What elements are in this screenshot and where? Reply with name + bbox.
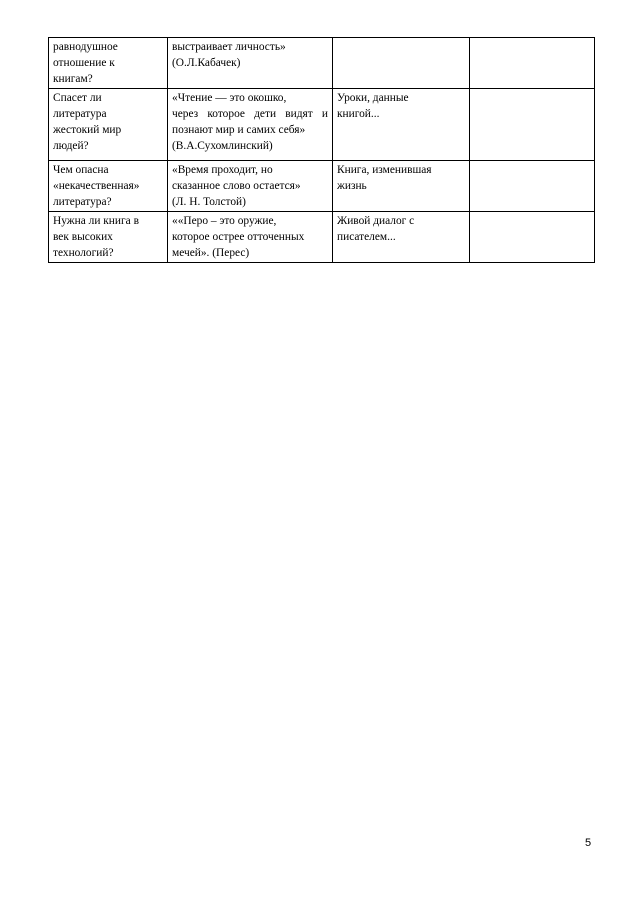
extra-cell [470, 89, 595, 161]
cell-text-line: людей? [53, 140, 89, 152]
table-row [49, 212, 595, 263]
extra-cell [470, 38, 595, 89]
cell-text-line: книгам? [53, 73, 93, 85]
cell-text-line: (Л. Н. Толстой) [172, 196, 246, 208]
cell-text-line: (В.А.Сухомлинский) [172, 140, 273, 152]
cell-text-line: «некачественная» [53, 180, 140, 192]
cell-text-line: жестокий мир [53, 124, 122, 136]
cell-text-line: отношение к [53, 57, 115, 69]
question-cell [49, 212, 168, 263]
cell-text-line: жизнь [337, 180, 367, 192]
cell-text-line: Спасет ли [53, 92, 102, 104]
cell-text-line: литература [53, 108, 107, 120]
cell-text-line: выстраивает личность» [172, 41, 286, 53]
table-row [49, 161, 595, 212]
quote-cell [168, 161, 333, 212]
question-cell [49, 38, 168, 89]
cell-text-line: ««Перо – это оружие, [172, 215, 277, 227]
topic-cell [333, 89, 470, 161]
topic-cell [333, 212, 470, 263]
cell-text-line: познают мир и самих себя» [172, 124, 306, 136]
question-cell [49, 89, 168, 161]
table-row [49, 89, 595, 161]
cell-text-line: Живой диалог с [337, 215, 415, 227]
cell-text-line: «Время проходит, но [172, 164, 273, 176]
topic-cell [333, 38, 470, 89]
cell-text-line: мечей». (Перес) [172, 247, 250, 259]
cell-text-line: писателем... [337, 231, 396, 243]
cell-text-line: Чем опасна [53, 164, 109, 176]
quote-cell [168, 38, 333, 89]
cell-text-line: сказанное слово остается» [172, 180, 301, 192]
cell-text-line: век высоких [53, 231, 113, 243]
page-number: 5 [585, 837, 592, 849]
cell-text-line: книгой... [337, 108, 380, 120]
cell-text-line: равнодушное [53, 41, 118, 53]
quote-cell [168, 212, 333, 263]
cell-text-line: технологий? [53, 247, 114, 259]
topic-cell [333, 161, 470, 212]
cell-text-line: которое острее отточенных [172, 231, 305, 243]
cell-text-line: (О.Л.Кабачек) [172, 57, 241, 69]
table-row [49, 38, 595, 89]
extra-cell [470, 161, 595, 212]
cell-text-line: Нужна ли книга в [53, 215, 139, 227]
cell-text-line: «Чтение — это окошко, [172, 92, 287, 104]
extra-cell [470, 212, 595, 263]
cell-text-line: Уроки, данные [337, 92, 409, 104]
cell-text-line: Книга, изменившая [337, 164, 432, 176]
question-cell [49, 161, 168, 212]
cell-text-line: литература? [53, 196, 112, 208]
cell-text-line: через которое дети видят и [172, 108, 328, 120]
quote-cell [168, 89, 333, 161]
essay-topics-table [48, 37, 595, 263]
